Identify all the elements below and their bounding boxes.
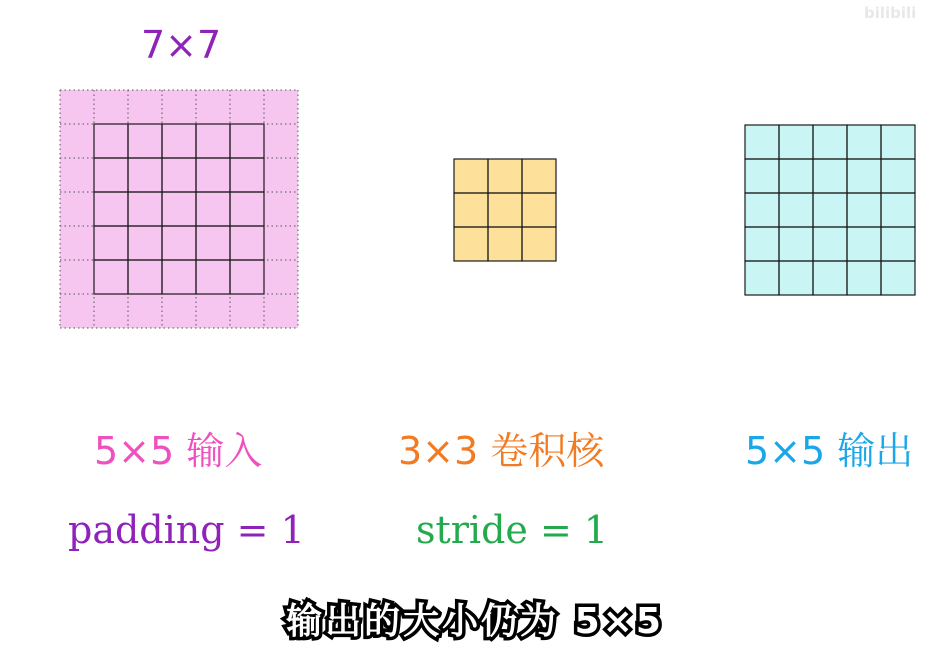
input-grid xyxy=(94,124,264,294)
stride-label: stride = 1 xyxy=(416,508,609,552)
output-grid-background xyxy=(745,125,915,295)
input-label: 5×5 输入 xyxy=(94,429,263,473)
kernel-label: 3×3 卷积核 xyxy=(398,429,605,473)
padded-size-label: 7×7 xyxy=(141,23,222,67)
watermark-logo: bilibili xyxy=(864,4,917,22)
output-grid xyxy=(745,125,915,295)
input-grid-background xyxy=(94,124,264,294)
kernel-grid xyxy=(454,159,556,261)
output-label: 5×5 输出 xyxy=(745,429,914,473)
caption-subtitle: 输出的大小仍为 5×5 xyxy=(286,601,664,642)
padding-label: padding = 1 xyxy=(68,508,305,552)
kernel-grid-background xyxy=(454,159,556,261)
